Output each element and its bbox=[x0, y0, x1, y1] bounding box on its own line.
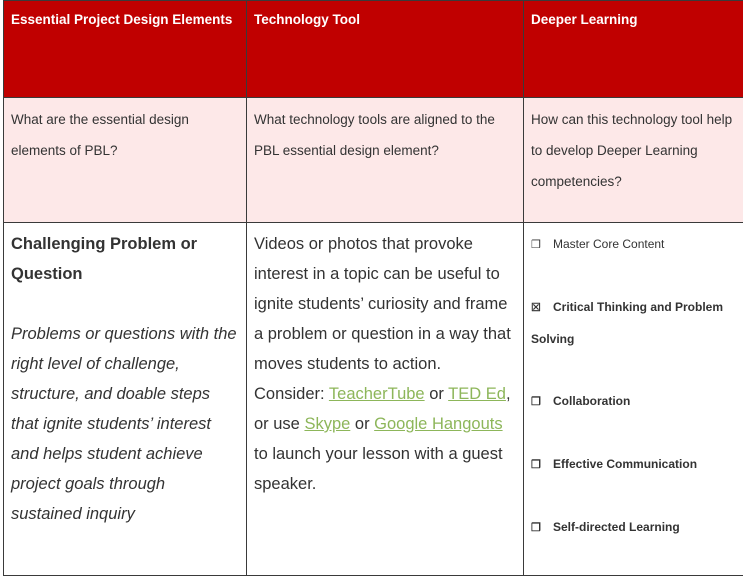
content-row bbox=[4, 223, 743, 576]
header-row bbox=[4, 1, 743, 98]
tool-text-4: or bbox=[350, 415, 374, 433]
question-technology-tool: What technology tools are aligned to the PBL essential design element? bbox=[247, 98, 524, 223]
competency-self-directed-learning[interactable] bbox=[531, 512, 737, 544]
ted-ed-link[interactable]: TED Ed bbox=[448, 385, 506, 403]
checked-checkbox-icon[interactable]: ☒ bbox=[531, 293, 545, 324]
tool-text-3: , or use bbox=[254, 385, 511, 433]
competency-master-core-content[interactable] bbox=[531, 229, 737, 261]
pbl-design-table bbox=[3, 0, 743, 576]
element-title: Challenging Problem or Question bbox=[11, 229, 239, 289]
teachertube-link[interactable]: TeacherTube bbox=[329, 385, 425, 403]
checkbox-icon[interactable]: ❒ bbox=[531, 450, 545, 481]
skype-link[interactable]: Skype bbox=[304, 415, 350, 433]
competency-checklist bbox=[531, 229, 737, 544]
checkbox-icon[interactable]: ❒ bbox=[531, 230, 545, 261]
checkbox-icon[interactable]: ❒ bbox=[531, 513, 545, 544]
google-hangouts-link[interactable]: Google Hangouts bbox=[374, 415, 502, 433]
tool-cell bbox=[247, 223, 524, 576]
question-deeper-learning: How can this technology tool help to develop Deeper Learning competencies? bbox=[524, 98, 743, 223]
header-deeper-learning: Deeper Learning bbox=[524, 1, 743, 98]
competency-label: Critical Thinking and Problem Solving bbox=[531, 300, 723, 346]
checkbox-icon[interactable]: ❒ bbox=[531, 387, 545, 418]
question-row bbox=[4, 98, 743, 223]
tool-description bbox=[254, 229, 516, 499]
element-cell bbox=[4, 223, 247, 576]
competency-label: Self-directed Learning bbox=[553, 520, 680, 534]
competency-collaboration[interactable] bbox=[531, 386, 737, 418]
competency-critical-thinking[interactable] bbox=[531, 292, 737, 355]
header-technology-tool: Technology Tool bbox=[247, 1, 524, 98]
header-essential-elements: Essential Project Design Elements bbox=[4, 1, 247, 98]
tool-text-5: to launch your lesson with a guest speaker. bbox=[254, 445, 503, 493]
question-essential-elements: What are the essential design elements of PBL? bbox=[4, 98, 247, 223]
competency-cell bbox=[524, 223, 743, 576]
competency-label: Master Core Content bbox=[553, 237, 664, 251]
competency-label: Collaboration bbox=[553, 394, 630, 408]
tool-text-2: or bbox=[425, 385, 449, 403]
competency-effective-communication[interactable] bbox=[531, 449, 737, 481]
element-description: Problems or questions with the right level of challenge, structure, and doable steps that ignite students’ interest and helps student achieve project goals through sustained inquiry bbox=[11, 319, 239, 529]
competency-label: Effective Communication bbox=[553, 457, 697, 471]
tool-text-1: Videos or photos that provoke interest in a topic can be useful to ignite students’ curiosity and frame a problem or question in a way that moves students to action. Consider: bbox=[254, 235, 511, 403]
